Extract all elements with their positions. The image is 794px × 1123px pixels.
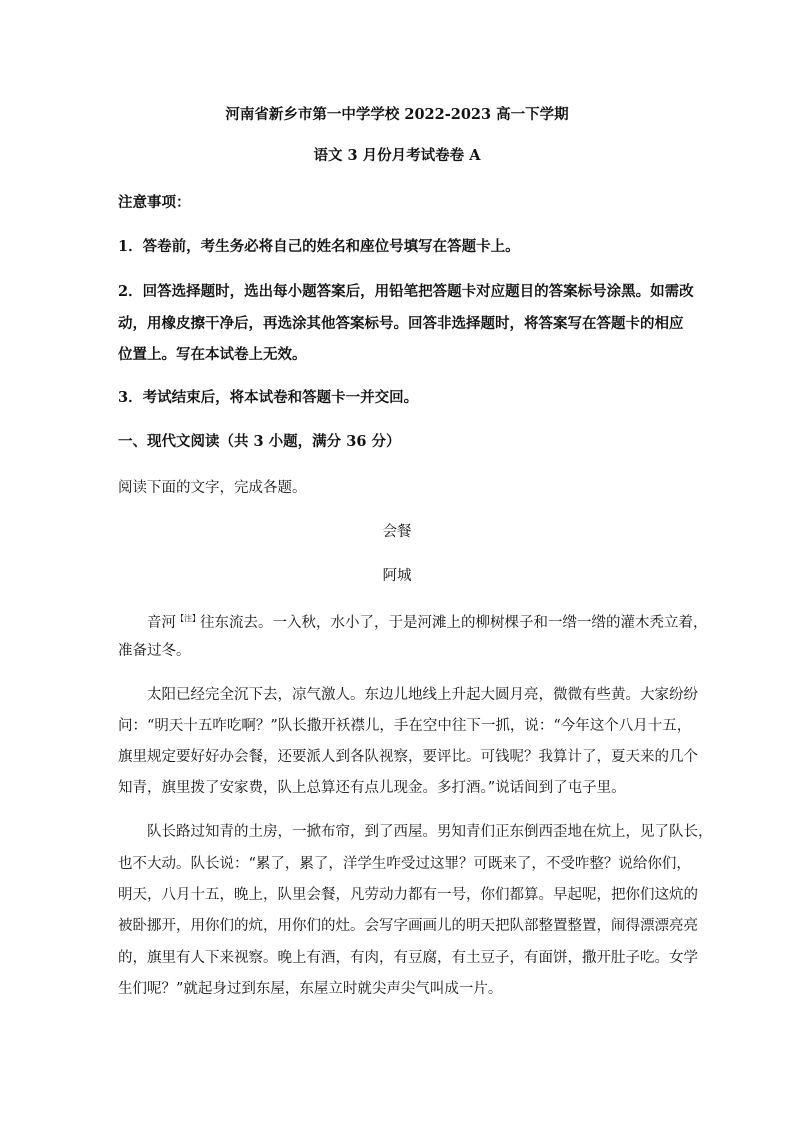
- footnote-marker: 【注】: [176, 614, 200, 623]
- paragraph-1-line-2: 准备过冬。: [118, 643, 191, 659]
- notice-heading: 注意事项：: [118, 194, 191, 211]
- section-heading: 一、现代文阅读（共 3 小题，满分 36 分）: [118, 433, 401, 450]
- paragraph-3-line-2: 也不大动。队长说：“累了，累了，洋学生咋受过这罪？可既来了，不受咋整？说给你们，: [118, 856, 691, 872]
- page-subtitle: 语文 3 月份月考试卷卷 A: [313, 147, 481, 164]
- notice-item-1: 1．答卷前，考生务必将自己的姓名和座位号填写在答题卡上。: [118, 238, 520, 255]
- paragraph-2-line-2: 问：“明天十五咋吃啊？”队长撒开袄襟儿，手在空中往下一抓，说：“今年这个八月十五，: [118, 718, 692, 734]
- paragraph-3-line-5: 的，旗里有人下来视察。晚上有酒，有肉，有豆腐，有土豆子，有面饼，撒开肚子吃。女学: [118, 950, 698, 966]
- text-run: 往东流去。一入秋，水小了，于是河滩上的柳树棵子和一绺一绺的灌木秃立着，: [200, 614, 708, 631]
- paragraph-2-line-4: 知青，旗里拨了安家费，队上总算还有点儿现金。多打酒。”说话间到了屯子里。: [118, 780, 626, 796]
- paragraph-2-line-1: 太阳已经完全沉下去，凉气激人。东边儿地线上升起大圆月亮，微微有些黄。大家纷纷: [147, 687, 698, 703]
- notice-item-2-line-1: 2．回答选择题时，选出每小题答案后，用铅笔把答题卡对应题目的答案标号涂黑。如需改: [118, 283, 694, 300]
- notice-item-2-line-3: 位置上。写在本试卷上无效。: [118, 346, 307, 363]
- paragraph-3-line-4: 被卧挪开，用你们的炕，用你们的灶。会写字画画儿的明天把队部整置整置，闹得漂漂亮亮: [118, 918, 698, 934]
- paragraph-2-line-3: 旗里规定要好好办会餐，还要派人到各队视察，要评比。可钱呢？我算计了，夏天来的几个: [118, 749, 698, 765]
- paragraph-3-line-6: 生们呢？”就起身过到东屋，东屋立时就尖声尖气叫成一片。: [118, 981, 503, 997]
- paragraph-3-line-1: 队长路过知青的土房，一掀布帘，到了西屋。男知青们正东倒西歪地在炕上，见了队长，: [147, 824, 713, 840]
- notice-item-2-line-2: 动，用橡皮擦干净后，再选涂其他答案标号。回答非选择题时，将答案写在答题卡的相应: [118, 315, 684, 332]
- page-title: 河南省新乡市第一中学学校 2022-2023 高一下学期: [225, 106, 569, 123]
- paragraph-1-line-1: [147, 610, 708, 632]
- notice-item-3: 3．考试结束后，将本试卷和答题卡一并交回。: [118, 389, 419, 406]
- text-run: 音河: [147, 614, 176, 631]
- article-author: 阿城: [382, 568, 412, 584]
- section-instruction: 阅读下面的文字，完成各题。: [118, 480, 307, 496]
- article-title: 会餐: [382, 524, 412, 540]
- paragraph-3-line-3: 明天，八月十五，晚上，队里会餐，凡劳动力都有一号，你们都算。早起呢，把你们这炕的: [118, 887, 698, 903]
